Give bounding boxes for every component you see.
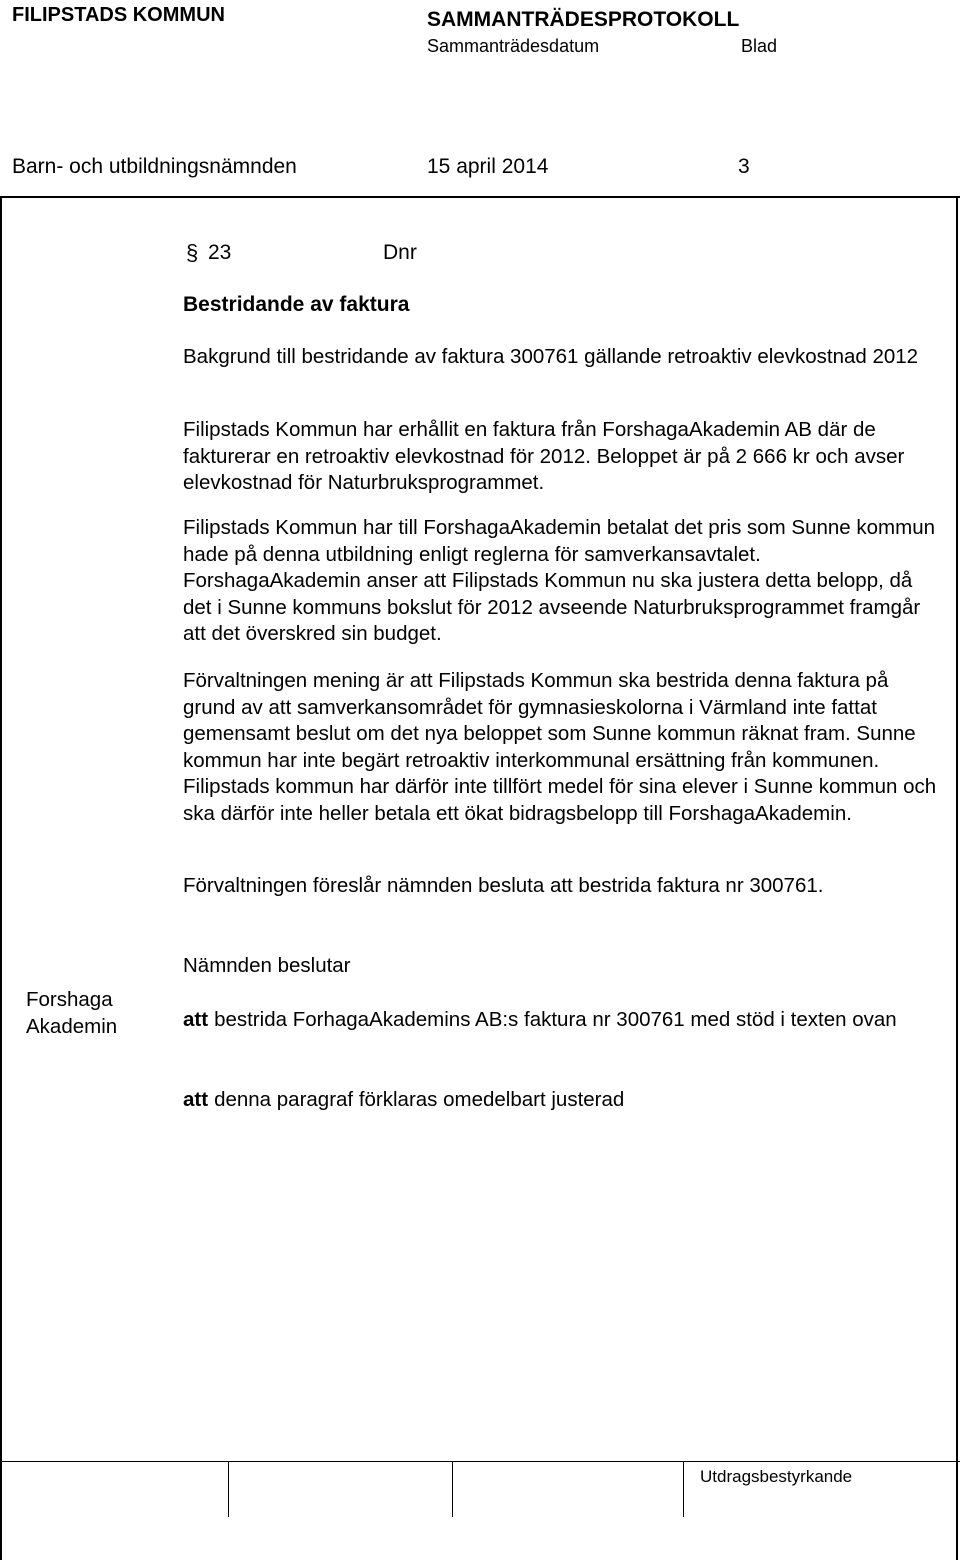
document-type: SAMMANTRÄDESPROTOKOLL — [427, 8, 740, 31]
decision-keyword: att — [183, 1008, 209, 1031]
body-paragraph: Förvaltningen mening är att Filipstads Kommun ska bestrida denna faktura på grund av att samverkansområdet för gymnasieskolorna i Värmland inte fattat gemensamt beslut om det nya beloppet som Sunne kommun räknat fram. Sunne kommun har inte begärt retroaktiv interkommunal ersättning från kommunen. Filipstads kommun har därför inte tillfört medel för sina elever i Sunne kommun och ska därför inte heller betala ett ökat bidragsbelopp till ForshagaAkademin. — [183, 669, 937, 825]
section-heading: Bestridande av faktura — [183, 293, 410, 316]
frame-right-border — [956, 196, 958, 1560]
frame-left-border — [0, 196, 2, 1560]
page-number: 3 — [738, 155, 750, 178]
decision-text: bestrida ForhagaAkademins AB:s faktura nr 300761 med stöd i texten ovan — [214, 1008, 897, 1031]
dnr-label: Dnr — [383, 241, 417, 264]
decision-keyword: att — [183, 1088, 209, 1111]
meeting-date: 15 april 2014 — [427, 155, 549, 178]
organization-name: FILIPSTADS KOMMUN — [12, 4, 225, 26]
decision-item — [183, 1086, 923, 1113]
board-name: Barn- och utbildningsnämnden — [12, 155, 297, 178]
paragraph-symbol: § — [186, 240, 199, 265]
page-label: Blad — [741, 36, 778, 56]
certification-label: Utdragsbestyrkande — [700, 1467, 853, 1486]
body-paragraph: Filipstads Kommun har till ForshagaAkademin betalat det pris som Sunne kommun hade på denna utbildning enligt reglerna för samverkansavtalet. ForshagaAkademin anser att Filipstads Kommun nu ska justera detta belopp, då det i Sunne kommuns bokslut för 2012 avseende Naturbruksprogrammet framgår att det överskred sin budget. — [183, 516, 936, 645]
body-paragraph: Förvaltningen föreslår nämnden besluta att bestrida faktura nr 300761. — [183, 874, 824, 897]
paragraph-number: 23 — [208, 241, 232, 264]
body-paragraph: Filipstads Kommun har erhållit en faktura från ForshagaAkademin AB där de fakturerar en retroaktiv elevkostnad för 2012. Beloppet är på 2 666 kr och avser elevkostnad för Naturbruksprogrammet. — [183, 418, 905, 494]
signature-cell-divider — [228, 1461, 229, 1517]
decision-item — [183, 1006, 923, 1033]
date-label: Sammanträdesdatum — [427, 36, 600, 56]
signature-cell-divider — [452, 1461, 453, 1517]
distribution-note-line: Forshaga — [26, 988, 113, 1011]
signature-row-border — [0, 1461, 960, 1462]
signature-cell-divider — [683, 1461, 684, 1517]
decision-text: denna paragraf förklaras omedelbart justerad — [214, 1088, 625, 1111]
body-paragraph: Bakgrund till bestridande av faktura 300761 gällande retroaktiv elevkostnad 2012 — [183, 345, 919, 368]
distribution-note-line: Akademin — [26, 1015, 118, 1038]
decision-heading: Nämnden beslutar — [183, 954, 351, 977]
frame-top-border — [0, 196, 960, 198]
distribution-note — [26, 986, 117, 1040]
